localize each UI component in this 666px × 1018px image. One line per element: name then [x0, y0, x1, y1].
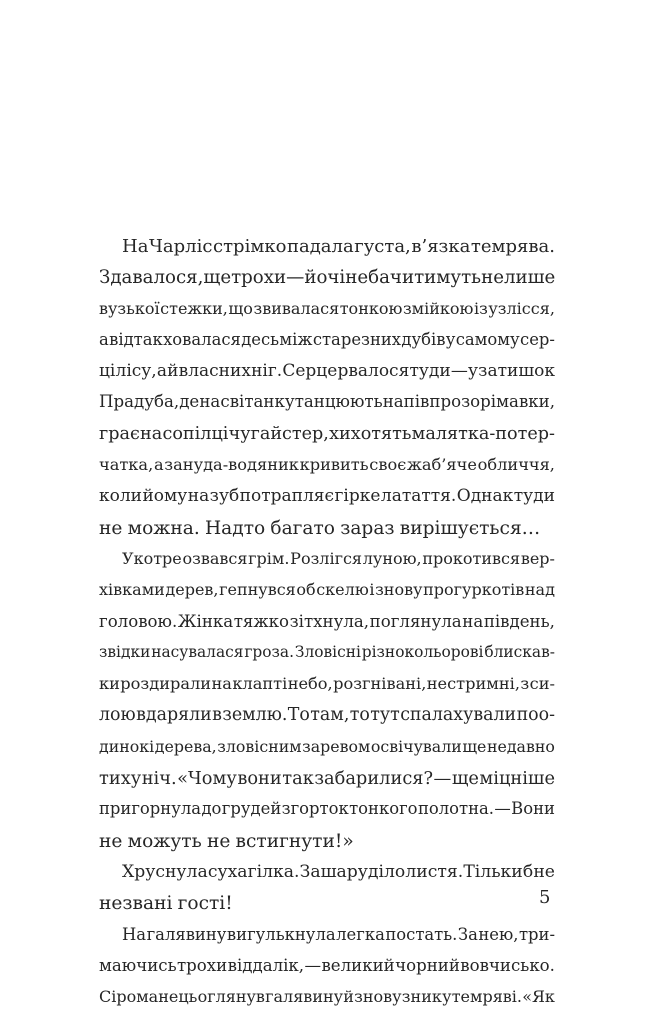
text-line: Укотре озвався грім. Розлігся луною, прокотився вер-	[122, 548, 555, 568]
text-line: маючись трохи віддалік, — великий чорний вовчисько.	[99, 955, 555, 975]
text-line: чатка, а зануда-водяник кривить своє жаб’яче обличчя,	[99, 455, 555, 475]
body-text	[99, 236, 555, 1018]
text-line: а відтак ховалася десь між старезних дубів у самому сер-	[99, 329, 555, 349]
text-line: ки роздирали на клапті небо, розгнівані, нестримні, з си-	[99, 674, 555, 694]
text-line: не можуть не встигнути!»	[99, 830, 354, 852]
text-line: грає на сопілці чугайстер, хихотять малятка-потер-	[99, 423, 555, 444]
text-line: незвані гості!	[99, 893, 233, 915]
text-line: лою вдаряли в землю. То там, то тут спалахували поо-	[99, 705, 555, 726]
text-line: тиху ніч. «Чому вони так забарилися? — ще міцніше	[99, 768, 555, 790]
text-line: коли йому на зуб потрапляє гірке латаття. Однак туди	[99, 486, 555, 507]
text-line: головою. Жінка тяжко зітхнула, поглянула на південь,	[99, 611, 555, 631]
text-line: хівками дерев, гепнувся об скелю і знову прогуркотів над	[99, 580, 555, 600]
text-line: не можна. Надто багато зараз вирішується…	[99, 517, 541, 539]
text-line: На галявину вигулькнула легка постать. За нею, три-	[122, 924, 555, 944]
text-line: пригорнула до грудей згорток тонкого полотна. — Вони	[99, 799, 555, 819]
text-line: динокі дерева, зловісним заревом освічували ще недавно	[99, 736, 555, 756]
page-number: 5	[539, 887, 551, 908]
text-line: ці лісу, а й власних ніг. Серце рвалося туди — у затишок	[99, 361, 555, 382]
text-line: Сіроманець оглянув галявину й знову зник у темряві. «Як	[99, 987, 555, 1007]
text-line: Хруснула суха гілка. Зашаруділо листя. Тільки б не	[122, 861, 555, 882]
text-line: Прадуба, де на світанку танцюють напівпрозорі мавки,	[99, 392, 555, 412]
text-line: На Чарліс стрімко падала густа, в’язка темрява.	[122, 236, 555, 257]
text-line: звідки насувалася гроза. Зловісні різнокольорові блискав-	[99, 642, 555, 661]
text-line: Здавалося, ще трохи — й очі не бачитимуть не лише	[99, 267, 556, 289]
text-line: вузької стежки, що звивалася тонкою змійкою із узлісся,	[99, 298, 555, 318]
